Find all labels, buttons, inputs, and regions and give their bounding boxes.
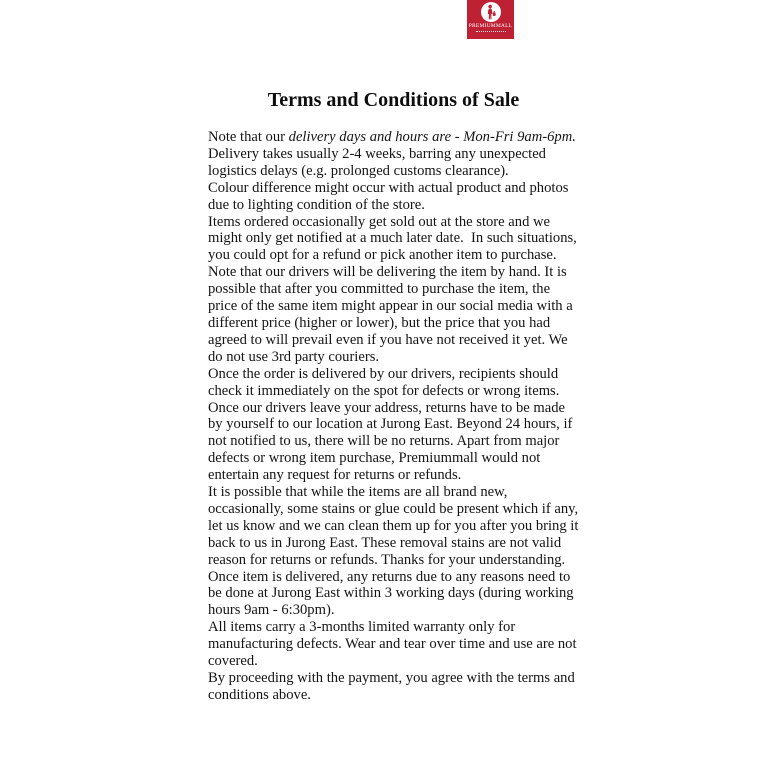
terms-paragraph <box>208 484 583 569</box>
terms-paragraph <box>208 569 579 620</box>
terms-paragraph <box>208 400 579 485</box>
terms-text: Once the order is delivered by our drivers, recipients should check it immediately on the spot for defects or wrong items. <box>208 365 562 399</box>
terms-paragraph <box>208 264 579 365</box>
terms-text: By proceeding with the payment, you agree with the terms and conditions above. <box>208 670 579 703</box>
terms-paragraph <box>208 129 579 146</box>
terms-content <box>208 129 583 704</box>
terms-paragraph <box>208 366 579 400</box>
terms-paragraph <box>208 214 579 265</box>
terms-text: Colour difference might occur with actual product and photos due to lighting condition of the store. <box>208 179 573 213</box>
logo-brand-name: PREMIUMMALL <box>468 23 513 29</box>
terms-paragraph <box>208 180 579 214</box>
terms-text: Delivery takes usually 2-4 weeks, barring any unexpected logistics delays (e.g. prolonged customs clearance). <box>208 145 550 179</box>
terms-text-italic: delivery days and hours are - Mon-Fri 9am-6pm. <box>288 129 576 145</box>
terms-text: Once our drivers leave your address, returns have to be made by yourself to our location at Jurong East. Beyond 24 hours, if not notified to us, there will be no returns. Apart from major defects or wrong item purchase, Premiummall would not entertain any request for returns or refunds. <box>208 399 577 484</box>
page-title: Terms and Conditions of Sale <box>267 89 520 111</box>
terms-text: Note that our <box>208 129 289 145</box>
terms-text: Once item is delivered, any returns due to any reasons need to be done at Jurong East within 3 working days (during working hours 9am - 6:30pm). <box>208 568 578 619</box>
terms-paragraph <box>208 146 579 180</box>
terms-text: All items carry a 3-months limited warranty only for manufacturing defects. Wear and tear over time and use are not covered. <box>208 619 581 670</box>
terms-paragraph <box>208 670 579 704</box>
terms-document <box>208 0 583 704</box>
terms-paragraph <box>208 619 579 670</box>
terms-text: Items ordered occasionally get sold out at the store and we might only get notified at a much later date. In such situations, you could opt for a refund or pick another item to purchase. <box>208 213 581 264</box>
terms-text: Note that our drivers will be delivering the item by hand. It is possible that after you committed to purchase the item, the price of the same item might appear in our social media with a different price (higher or lower), but the price that you had agreed to will prevail even if you have not received it yet. We do not use 3rd party couriers. <box>208 264 577 365</box>
terms-text: It is possible that while the items are all brand new, occasionally, some stains or glue could be present which if any, let us know and we can clean them up for you after you bring it back to us in Jurong East. These removal stains are not valid reason for returns or refunds. Thanks for your understanding. <box>208 484 583 568</box>
